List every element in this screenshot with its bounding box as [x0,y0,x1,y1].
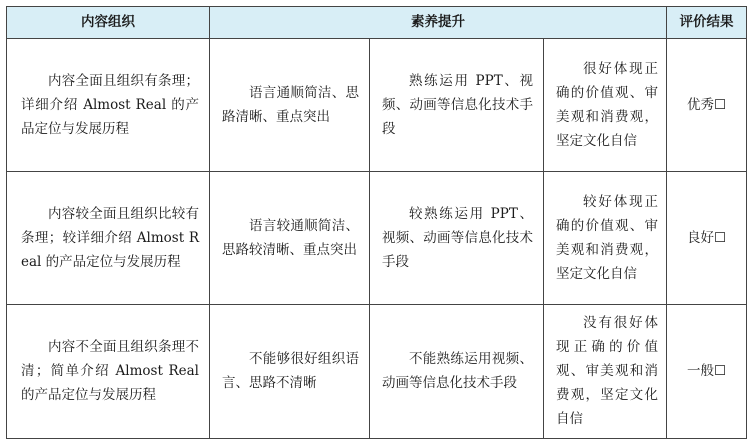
result-good-checkbox[interactable]: 良好☐ [686,229,727,246]
tech-cell [370,39,544,172]
language-text: 语言较通顺简洁、思路较清晰、重点突出 [222,217,359,258]
language-text: 不能够很好组织语言、思路不清晰 [222,351,359,392]
content-text: 内容全面且组织有条理；详细介绍 Almost Real 的产品定位与发展历程 [21,72,199,137]
values-cell [544,304,667,438]
tech-text: 较熟练运用 PPT、视频、动画等信息化技术手段 [382,205,533,270]
values-text: 没有很好体现正确的价值观、审美观和消费观，坚定文化自信 [556,315,659,428]
header-literacy-improvement: 素养提升 [210,7,667,39]
content-cell [7,304,210,438]
result-cell [667,39,747,172]
table-row-average [7,304,747,438]
header-evaluation-result: 评价结果 [667,7,747,39]
tech-text: 熟练运用 PPT、视频、动画等信息化技术手段 [382,72,533,137]
tech-text: 不能熟练运用视频、动画等信息化技术手段 [382,351,533,392]
table-row-good [7,171,747,304]
values-text: 很好体现正确的价值观、审美观和消费观，坚定文化自信 [556,60,659,149]
values-text: 较好体现正确的价值观、审美观和消费观，坚定文化自信 [556,193,659,282]
header-content-organization: 内容组织 [7,7,210,39]
tech-cell [370,171,544,304]
result-cell [667,304,747,438]
content-text: 内容较全面且组织比较有条理；较详细介绍 Almost Real 的产品定位与发展历程 [21,205,199,270]
language-text: 语言通顺简洁、思路清晰、重点突出 [222,84,359,125]
table-header [7,7,747,39]
language-cell [210,171,370,304]
content-text: 内容不全面且组织条理不清；简单介绍 Almost Real 的产品定位与发展历程 [21,339,199,404]
language-cell [210,304,370,438]
values-cell [544,39,667,172]
result-excellent-checkbox[interactable]: 优秀☐ [686,96,727,113]
content-cell [7,171,210,304]
content-cell [7,39,210,172]
table-row-excellent [7,39,747,172]
language-cell [210,39,370,172]
evaluation-table [6,6,747,439]
values-cell [544,171,667,304]
result-cell [667,171,747,304]
tech-cell [370,304,544,438]
result-average-checkbox[interactable]: 一般☐ [686,363,727,380]
